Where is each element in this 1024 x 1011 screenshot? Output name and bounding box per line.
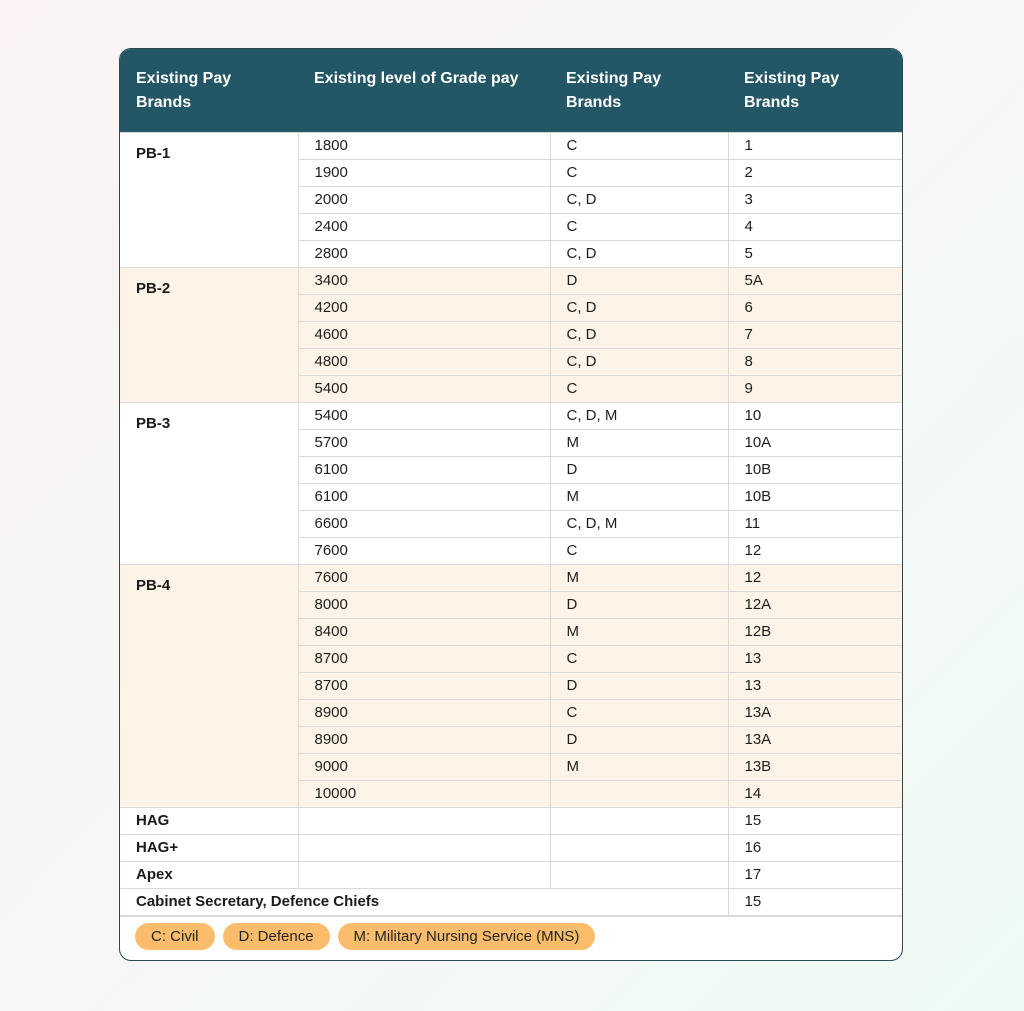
pay-band-cell: PB-4 <box>120 564 298 807</box>
level-cell: 12A <box>728 591 903 618</box>
level-cell: 5 <box>728 240 903 267</box>
grade-pay-cell: 7600 <box>298 537 550 564</box>
legend-military-nursing: M: Military Nursing Service (MNS) <box>338 923 596 950</box>
level-cell: 12 <box>728 537 903 564</box>
pay-band-cell: PB-2 <box>120 267 298 402</box>
header-cell: Existing Pay Brands <box>120 49 298 132</box>
service-cell: D <box>550 726 728 753</box>
grade-pay-cell: 10000 <box>298 780 550 807</box>
header-row <box>120 49 903 132</box>
level-cell: 13 <box>728 645 903 672</box>
level-cell: 17 <box>728 861 903 888</box>
service-cell: C <box>550 132 728 159</box>
grade-pay-cell: 9000 <box>298 753 550 780</box>
grade-pay-cell: 2400 <box>298 213 550 240</box>
level-cell: 15 <box>728 807 903 834</box>
service-cell: C <box>550 699 728 726</box>
service-cell: D <box>550 456 728 483</box>
legend-defence: D: Defence <box>223 923 330 950</box>
level-cell: 15 <box>728 888 903 915</box>
grade-pay-cell: 8400 <box>298 618 550 645</box>
level-cell: 13B <box>728 753 903 780</box>
header-cell: Existing Pay Brands <box>728 49 903 132</box>
level-cell: 5A <box>728 267 903 294</box>
level-cell: 6 <box>728 294 903 321</box>
level-cell: 10 <box>728 402 903 429</box>
grade-pay-cell: 6100 <box>298 456 550 483</box>
level-cell: 14 <box>728 780 903 807</box>
service-cell: M <box>550 429 728 456</box>
grade-pay-cell: 2800 <box>298 240 550 267</box>
level-cell: 2 <box>728 159 903 186</box>
grade-pay-cell: 6600 <box>298 510 550 537</box>
grade-pay-cell <box>298 861 550 888</box>
pay-band-cell: Cabinet Secretary, Defence Chiefs <box>120 888 728 915</box>
pay-band-cell: HAG <box>120 807 298 834</box>
grade-pay-cell: 8900 <box>298 699 550 726</box>
service-cell <box>550 834 728 861</box>
service-cell: D <box>550 267 728 294</box>
level-cell: 10A <box>728 429 903 456</box>
table-row <box>120 402 903 429</box>
grade-pay-cell: 5700 <box>298 429 550 456</box>
header-cell: Existing Pay Brands <box>550 49 728 132</box>
service-cell: C, D <box>550 186 728 213</box>
service-cell: C <box>550 159 728 186</box>
legend-civil: C: Civil <box>135 923 215 950</box>
grade-pay-cell: 6100 <box>298 483 550 510</box>
service-cell: C, D, M <box>550 510 728 537</box>
table-row <box>120 888 903 915</box>
service-cell: C, D <box>550 348 728 375</box>
service-cell: C, D <box>550 294 728 321</box>
table-row <box>120 132 903 159</box>
level-cell: 10B <box>728 456 903 483</box>
service-cell: C, D <box>550 321 728 348</box>
service-cell: D <box>550 591 728 618</box>
grade-pay-cell: 4600 <box>298 321 550 348</box>
grade-pay-cell: 1800 <box>298 132 550 159</box>
table-row <box>120 861 903 888</box>
grade-pay-cell: 5400 <box>298 375 550 402</box>
grade-pay-cell: 4200 <box>298 294 550 321</box>
level-cell: 11 <box>728 510 903 537</box>
level-cell: 16 <box>728 834 903 861</box>
grade-pay-cell: 8700 <box>298 672 550 699</box>
service-cell: C <box>550 213 728 240</box>
header-cell: Existing level of Grade pay <box>298 49 550 132</box>
service-cell <box>550 861 728 888</box>
service-cell: M <box>550 618 728 645</box>
level-cell: 3 <box>728 186 903 213</box>
pay-band-cell: Apex <box>120 861 298 888</box>
level-cell: 13A <box>728 726 903 753</box>
grade-pay-cell <box>298 834 550 861</box>
grade-pay-cell: 1900 <box>298 159 550 186</box>
grade-pay-cell: 5400 <box>298 402 550 429</box>
level-cell: 8 <box>728 348 903 375</box>
table-row <box>120 564 903 591</box>
table-row <box>120 267 903 294</box>
level-cell: 10B <box>728 483 903 510</box>
service-cell: M <box>550 753 728 780</box>
table-row <box>120 834 903 861</box>
pay-band-card <box>119 48 903 961</box>
table-body <box>120 132 903 915</box>
pay-band-cell: HAG+ <box>120 834 298 861</box>
grade-pay-cell: 8700 <box>298 645 550 672</box>
grade-pay-cell: 8000 <box>298 591 550 618</box>
service-cell <box>550 780 728 807</box>
grade-pay-cell: 7600 <box>298 564 550 591</box>
grade-pay-cell <box>298 807 550 834</box>
grade-pay-cell: 2000 <box>298 186 550 213</box>
grade-pay-cell: 4800 <box>298 348 550 375</box>
level-cell: 12B <box>728 618 903 645</box>
service-cell: D <box>550 672 728 699</box>
level-cell: 9 <box>728 375 903 402</box>
grade-pay-cell: 3400 <box>298 267 550 294</box>
legend <box>120 916 902 957</box>
service-cell: C <box>550 375 728 402</box>
service-cell: M <box>550 564 728 591</box>
service-cell: C, D, M <box>550 402 728 429</box>
service-cell: C <box>550 537 728 564</box>
service-cell: C, D <box>550 240 728 267</box>
level-cell: 13 <box>728 672 903 699</box>
level-cell: 13A <box>728 699 903 726</box>
service-cell <box>550 807 728 834</box>
level-cell: 12 <box>728 564 903 591</box>
table-row <box>120 807 903 834</box>
pay-band-cell: PB-1 <box>120 132 298 267</box>
pay-band-cell: PB-3 <box>120 402 298 564</box>
level-cell: 7 <box>728 321 903 348</box>
level-cell: 4 <box>728 213 903 240</box>
service-cell: C <box>550 645 728 672</box>
pay-band-table <box>120 49 903 916</box>
grade-pay-cell: 8900 <box>298 726 550 753</box>
level-cell: 1 <box>728 132 903 159</box>
service-cell: M <box>550 483 728 510</box>
